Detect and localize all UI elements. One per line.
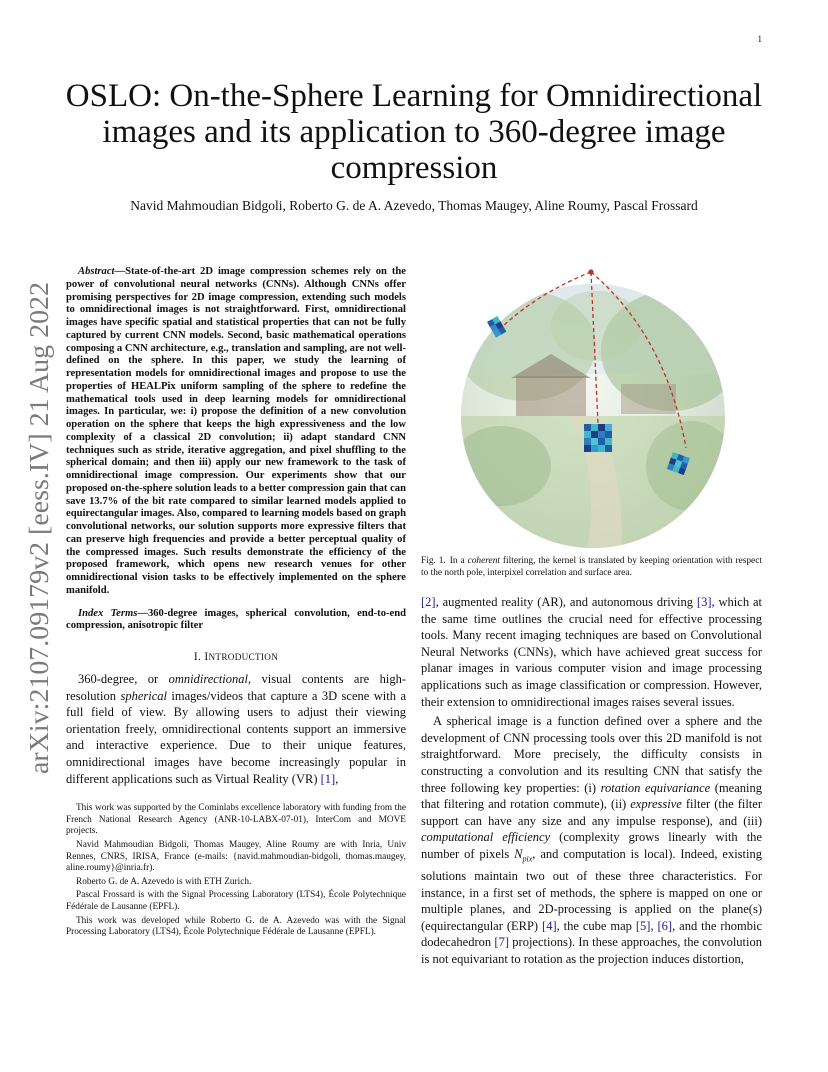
citation-link[interactable]: [2]: [421, 595, 436, 609]
text-run: , the cube map: [556, 918, 636, 933]
text-run: A spherical image is a function defined over a sphere and the development of CNN processing tools over this 2D manifold is not straightforward. More precisely, the difficulty consists in constructing a convolution and its resulting CNN that satisfy the three following key properties: (i): [421, 714, 762, 795]
footnote: This work was developed while Roberto G. de A. Azevedo was with the Signal Processing Laboratory (LTS4), École Polytechnique Fédérale de Lausanne (EPFL).: [66, 915, 406, 938]
text-run: ,: [650, 918, 658, 933]
math-symbol: [514, 846, 533, 864]
emphasis: rotation equivariance: [600, 780, 711, 795]
right-column: [421, 266, 762, 968]
emphasis: expressive: [630, 797, 682, 812]
index-terms-dash: —: [137, 607, 148, 619]
index-terms-text: 360-degree images, spherical convolution, end-to-end compression, anisotropic filter: [66, 607, 407, 632]
text-run: , and computation is local). Indeed, existing solutions maintain two out of these three characteristics. For instance, in a first set of methods, the sphere is mapped on one or multiple planes, and 2D-processing is applied on the plane(s) (equirectangular (ERP): [421, 846, 762, 933]
paper-title: [60, 78, 768, 186]
emphasis: computational efficiency: [421, 830, 551, 845]
title-line: compression: [330, 150, 498, 186]
figure-caption: [421, 556, 762, 580]
section-number: I.: [193, 651, 202, 663]
text-run: , visual contents are high-resolution: [66, 672, 406, 703]
text-run: , which at the same time outlines the crucial need for effective processing tools. Many recent imaging techniques are based on Convolutional Neural Networks (CNNs), which have achieved great success for planar images in various computer vision and image processing applications such as image classification or compression. However, their extension to omnidirectional images raises several issues.: [421, 595, 762, 709]
continued-paragraph: [421, 594, 762, 710]
title-line: OSLO: On-the-Sphere Learning for Omnidirectional: [65, 78, 763, 114]
section-first-letter: I: [204, 651, 209, 663]
math-subscript: pix: [522, 854, 533, 864]
text-run: , augmented reality (AR), and autonomous driving: [435, 595, 697, 609]
intro-paragraph: [66, 671, 406, 787]
spherical-image-paragraph: [421, 713, 762, 967]
section-heading-introduction: [66, 651, 406, 663]
section-title-rest: NTRODUCTION: [208, 652, 279, 662]
index-terms: [66, 608, 406, 634]
footnote: Roberto G. de A. Azevedo is with ETH Zurich.: [76, 876, 252, 887]
text-run: filtering, the kernel is translated by keeping orientation with respect to the north pole, interpixel correlation and surface area.: [421, 556, 762, 578]
right-body: [421, 594, 762, 968]
figure-label: Fig. 1.: [421, 556, 446, 566]
abstract-text: State-of-the-art 2D image compression schemes rely on the power of convolutional neural networks (CNNs). Although CNNs offer promising perspectives for 2D image compression, extending such models to omnidirectional images is not straightforward. First, omnidirectional images have specific spatial and statistical properties that can not be fully captured by current CNN models. Second, basic mathematical operations composing a CNN architecture, e.g., translation and sampling, are not well-defined on the sphere. In this paper, we study the learning of representation models for omnidirectional images and propose to use the properties of HEALPix uniform sampling of the sphere to redefine the mathematical tools used in deep learning models for omnidirectional images. In particular, we: i) propose the definition of a new convolution operation on the sphere that keeps the high expressiveness and the low complexity of a classical 2D convolution; ii) adapt standard CNN techniques such as stride, iterative aggregation, and pixel shuffling to the spherical domain; and then iii) apply our new framework to the task of omnidirectional image compression. Our experiments show that our proposed on-the-sphere solution leads to a better compression gain that can save 13.7% of the bit rate compared to similar learned models applied to equirectangular images. Also, compared to learning models based on graph convolutional networks, our solution supports more expressive filters that can preserve high frequencies and provide a better perceptual quality of the compressed images. Such results demonstrate the efficiency of the proposed framework, which opens new research venues for other omnidirectional vision tasks to be effectively implemented on the sphere manifold.: [66, 266, 406, 596]
citation-link[interactable]: [7]: [494, 935, 509, 950]
text-run: (complexity grows linearly with the number of pixels: [421, 830, 762, 861]
text-run: ,: [335, 771, 339, 786]
text-run: In a: [449, 556, 468, 566]
title-line: images and its application to 360-degree image: [102, 114, 726, 150]
citation-link[interactable]: [6]: [657, 918, 673, 933]
abstract-dash: —: [114, 266, 126, 277]
citation-link[interactable]: [3]: [696, 595, 712, 609]
kernel-center: [584, 424, 612, 452]
index-terms-lead: Index Terms: [78, 607, 138, 619]
citation-link[interactable]: [1]: [320, 771, 336, 786]
citation-link[interactable]: [5]: [635, 918, 651, 933]
emphasis: spherical: [120, 688, 167, 703]
left-column: [66, 266, 406, 941]
arxiv-stamp: [22, 278, 56, 778]
page-number: 1: [757, 34, 762, 44]
text-run: 360-degree, or: [78, 672, 169, 686]
author-list: Navid Mahmoudian Bidgoli, Roberto G. de A. Azevedo, Thomas Maugey, Aline Roumy, Pascal Frossard: [130, 198, 698, 213]
abstract: [66, 266, 406, 598]
arxiv-stamp-text: arXiv:2107.09179v2 [eess.IV] 21 Aug 2022: [24, 298, 54, 774]
footnote: This work was supported by the Cominlabs excellence laboratory with funding from the French National Research Agency (ANR-10-LABX-07-01), InterCom and MOVE projects.: [66, 803, 406, 837]
footnote: Pascal Frossard is with the Signal Processing Laboratory (LTS4), École Polytechnique Fédérale de Lausanne (EPFL).: [66, 890, 406, 912]
text-run: (meaning that filtering and rotation commute), (ii): [421, 780, 762, 812]
text-run: images/videos that capture a 3D scene with a full field of view. By allowing users to adjust their viewing orientation freely, omnidirectional contents support an immersive and interactive experience. Due to their unique features, omnidirectional images have become increasingly popular in different applications such as Virtual Reality (VR): [66, 688, 406, 786]
figure-1: [421, 266, 762, 578]
text-run: filter (the filter support can have any size and any impulse response), and (iii): [421, 797, 762, 828]
emphasis: omnidirectional: [168, 672, 248, 686]
footnotes: [66, 803, 406, 939]
citation-link[interactable]: [4]: [542, 918, 557, 933]
emphasis: coherent: [467, 556, 501, 566]
abstract-lead: Abstract: [78, 266, 115, 277]
footnote: Navid Mahmoudian Bidgoli, Thomas Maugey, Aline Roumy are with Inria, Univ Rennes, CNRS, IRISA, France (e-mails: {navid.mahmoudian-bidgoli, thomas.maugey, aline.roumy}@inria.fr).: [66, 839, 406, 874]
text-run: projections). In these approaches, the convolution is not equivariant to rotation as the projection induces distortion,: [421, 935, 762, 966]
text-run: , and the rhombic dodecahedron: [421, 918, 763, 950]
math-base: N: [514, 846, 523, 861]
north-pole: [588, 269, 593, 274]
sphere-figure: [421, 266, 762, 552]
